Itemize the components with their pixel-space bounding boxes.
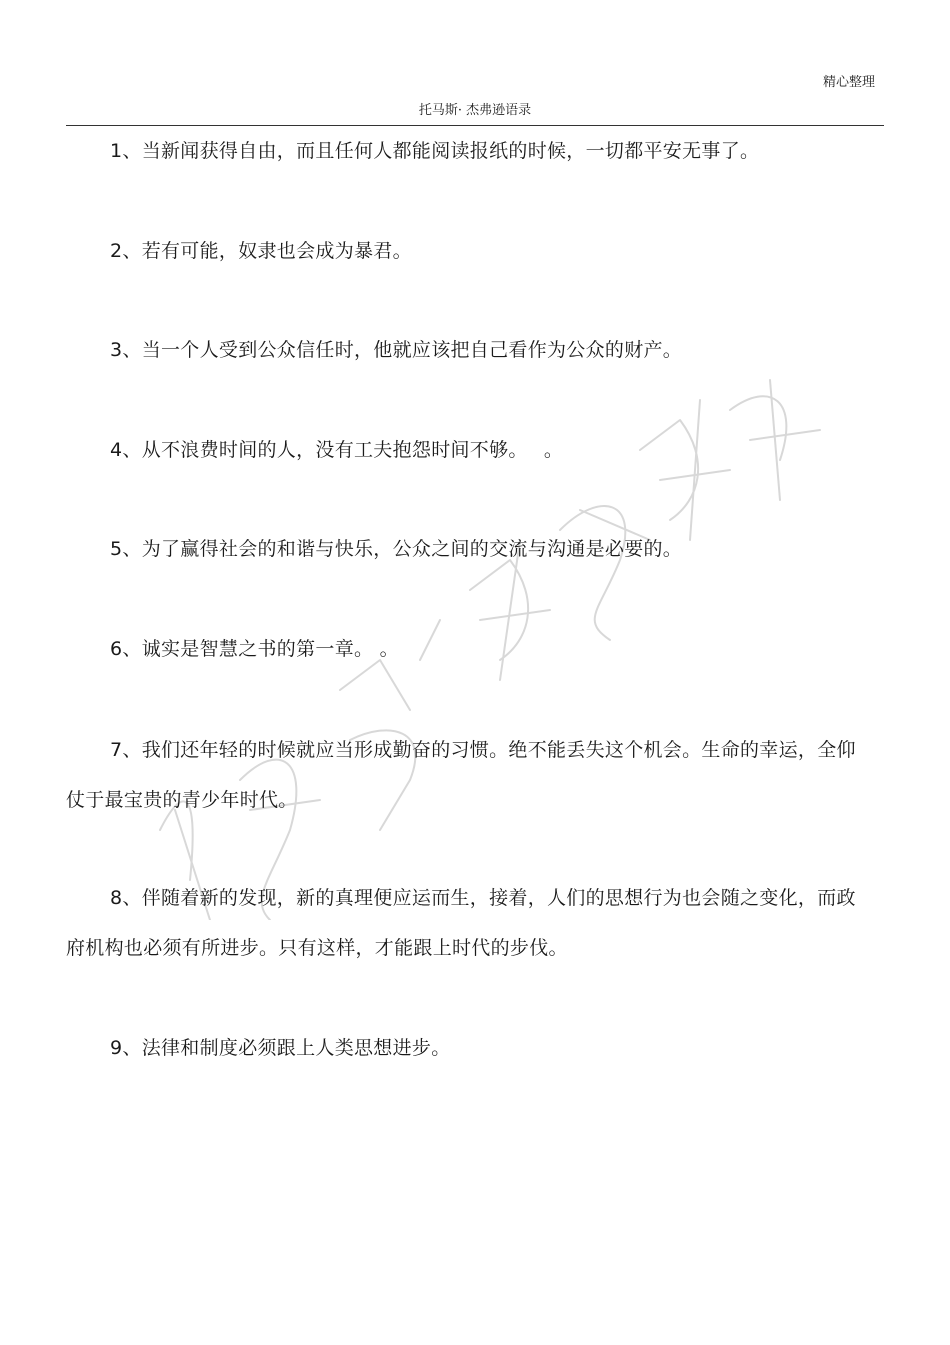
header-right-label: 精心整理	[822, 75, 875, 90]
quote-2: 2、若有可能，奴隶也会成为暴君。	[110, 240, 412, 262]
quote-7: 7、我们还年轻的时候就应当形成勤奋的习惯。绝不能丢失这个机会。生命的幸运，全仰仗于最宝贵的青少年时代。	[66, 739, 856, 811]
quote-3: 3、当一个人受到公众信任时，他就应该把自己看作为公众的财产。	[110, 339, 683, 361]
quote-6: 6、诚实是智慧之书的第一章。 。	[110, 638, 399, 660]
document-title: 托马斯· 杰弗逊语录	[418, 103, 532, 118]
quote-4: 4、从不浪费时间的人，没有工夫抱怨时间不够。 。	[110, 439, 564, 461]
quote-9: 9、法律和制度必须跟上人类思想进步。	[110, 1037, 451, 1059]
quote-5: 5、为了赢得社会的和谐与快乐，公众之间的交流与沟通是必要的。	[110, 538, 683, 560]
quote-1: 1、当新闻获得自由，而且任何人都能阅读报纸的时候，一切都平安无事了。	[110, 140, 760, 162]
quote-8: 8、伴随着新的发现，新的真理便应运而生，接着，人们的思想行为也会随之变化，而政府机构也必须有所进步。只有这样，才能跟上时代的步伐。	[66, 887, 856, 959]
